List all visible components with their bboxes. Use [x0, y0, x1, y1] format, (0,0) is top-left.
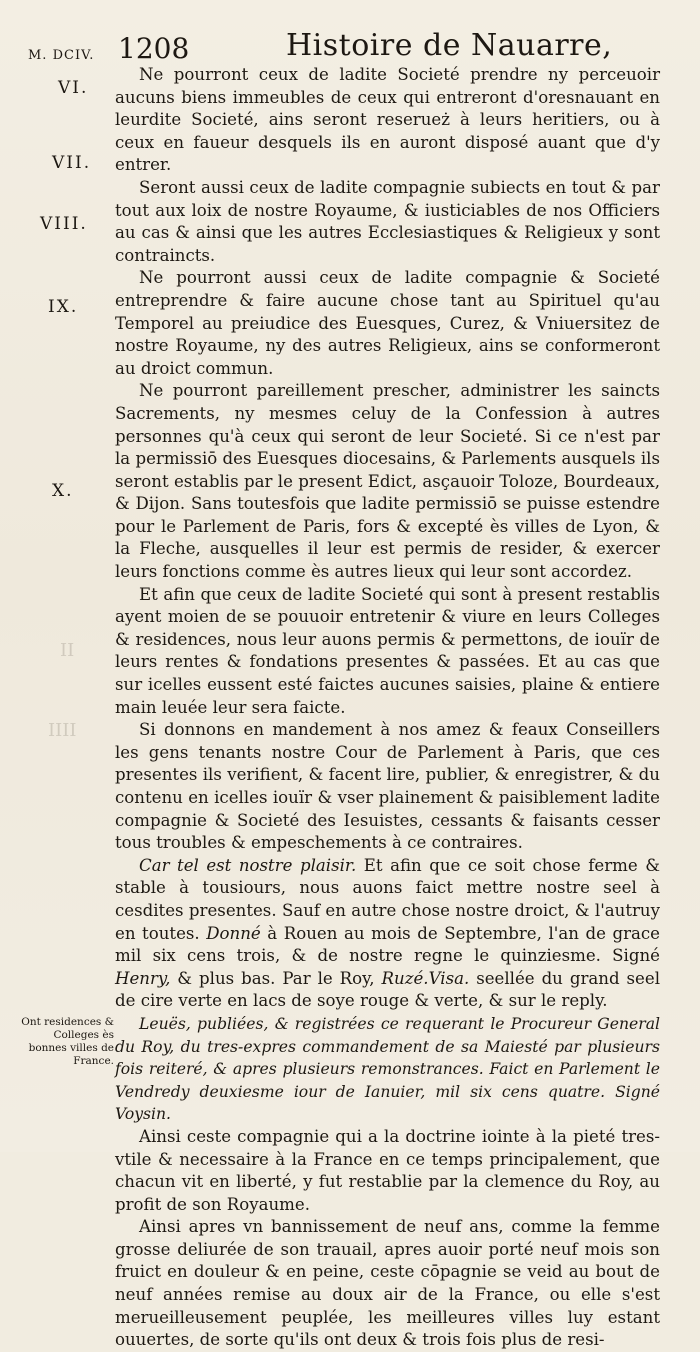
- article-numeral: VII.: [52, 153, 92, 173]
- italic-phrase: Donné: [206, 923, 261, 943]
- italic-phrase: Ruzé.Visa.: [381, 968, 470, 988]
- paragraph: Et afin que ceux de ladite Societé qui sont à present restablis ayent moien de se pouuoir entretenir & viure en leurs Colleges & residences, nous leur auons permis & permettons, de iouïr de leurs rentes & fondations presentes & passées. Et au cas que sur icelles eussent esté faictes aucunes saisies, plaine & entiere main leuée leur sera faicte.: [115, 584, 660, 717]
- article-numeral: VIII.: [40, 214, 88, 234]
- italic-phrase: Henry,: [115, 968, 171, 988]
- paragraph: Seront aussi ceux de ladite compagnie subiects en tout & par tout aux loix de nostre Royaume, & iusticiables de nos Officiers au cas & ainsi que les autres Ecclesiastiques & Religieux y sont contraincts.: [115, 177, 660, 265]
- margin-note: Ont residences & Colleges ès bonnes villes de France.: [21, 1016, 114, 1067]
- text-run: à Rouen au mois de Septembre, l'an de grace mil six cens trois, & de nostre regne le quinziesme. Signé: [115, 923, 661, 966]
- page-header: [0, 22, 700, 70]
- text-run: & plus bas. Par le Roy,: [170, 968, 382, 988]
- closing-paragraph: [115, 855, 660, 1013]
- text-run: seellée du grand seel de cire verte en lacs de soye rouge & verte, & sur le reply.: [115, 968, 660, 1011]
- bleed-through-mark: IIII: [48, 720, 77, 741]
- registration-note: Leuës, publiées, & registrées ce requerant le Procureur General du Roy, du tres-expres commandement de sa Maiesté par plusieurs fois reiteré, & apres plusieurs remonstrances. Faict en Parlement le Vendredy deuxiesme iour de Ianuier, mil six cens quatre. Signé Voysin.: [115, 1014, 660, 1124]
- paragraph: Ainsi apres vn bannissement de neuf ans, comme la femme grosse deliurée de son trauail, apres auoir porté neuf mois son fruict en douleur & en peine, ceste cōpagnie se veid au bout de neuf années remise au doux air de la France, ou elle s'est merueilleusement peuplée, les meilleures villes luy estant ouuertes, de sorte qu'ils ont deux & trois fois plus de resi-: [115, 1217, 660, 1350]
- italic-phrase: Car tel est nostre plaisir.: [139, 855, 357, 875]
- article-numeral: X.: [52, 481, 74, 501]
- paragraph: Si donnons en mandement à nos amez & feaux Conseillers les gens tenants nostre Cour de Parlement à Paris, que ces presentes ils verifient, & facent lire, publier, & enregistrer, & du contenu en icelles iouïr & vser plainement & paisiblement ladite compagnie & Societé des Iesuistes, cessants & faisants cesser tous troubles & empeschements à ce contraires.: [115, 720, 660, 853]
- paragraph: Ne pourront ceux de ladite Societé prendre ny perceuoir aucuns biens immeubles de ceux qui entreront d'oresnauant en leurdite Societé, ains seront reserueż à leurs heritiers, ou à ceux en faueur desquels ils en auront disposé auant que d'y entrer.: [115, 65, 660, 175]
- paragraph: Ne pourront pareillement prescher, administrer les saincts Sacrements, ny mesmes celuy de la Confession à autres personnes qu'à ceux qui seront de leur Societé. Si ce n'est par la permissiō des Euesques diocesains, & Parlements ausquels ils seront establis par le present Edict, asçauoir Toloze, Bourdeaux, & Dijon. Sans toutesfois que ladite permissiō se puisse estendre pour le Parlement de Paris, fors & excepté ès villes de Lyon, & la Fleche, ausquelles il leur est permis de resider, & exercer leurs fonctions comme ès autres lieux qui leur sont accordez.: [115, 381, 660, 582]
- running-title: Histoire de Nauarre,: [286, 28, 613, 63]
- article-numeral: IX.: [48, 297, 79, 317]
- paragraph: Ainsi ceste compagnie qui a la doctrine iointe à la pieté tres-vtile & necessaire à la France en ce temps principalement, que chacun vit en liberté, y fut restablie par la clemence du Roy, au profit de son Royaume.: [115, 1126, 660, 1214]
- paragraph: Ne pourront aussi ceux de ladite compagnie & Societé entreprendre & faire aucune chose tant au Spirituel qu'au Temporel au preiudice des Euesques, Curez, & Vniuersitez de nostre Royaume, ny des autres Religieux, ains se conformeront au droict commun.: [115, 268, 660, 378]
- page-number: 1208: [118, 32, 190, 65]
- text-run: Et afin que ce soit chose ferme & stable à tousiours, nous auons faict mettre nostre seel à cesdites presentes. Sauf en autre chose nostre droict, & l'autruy en toutes.: [115, 855, 660, 943]
- article-numeral: VI.: [58, 78, 89, 98]
- year-marginal: M. DCIV.: [28, 48, 95, 63]
- bleed-through-mark: II: [60, 640, 75, 661]
- main-text: [115, 64, 660, 1352]
